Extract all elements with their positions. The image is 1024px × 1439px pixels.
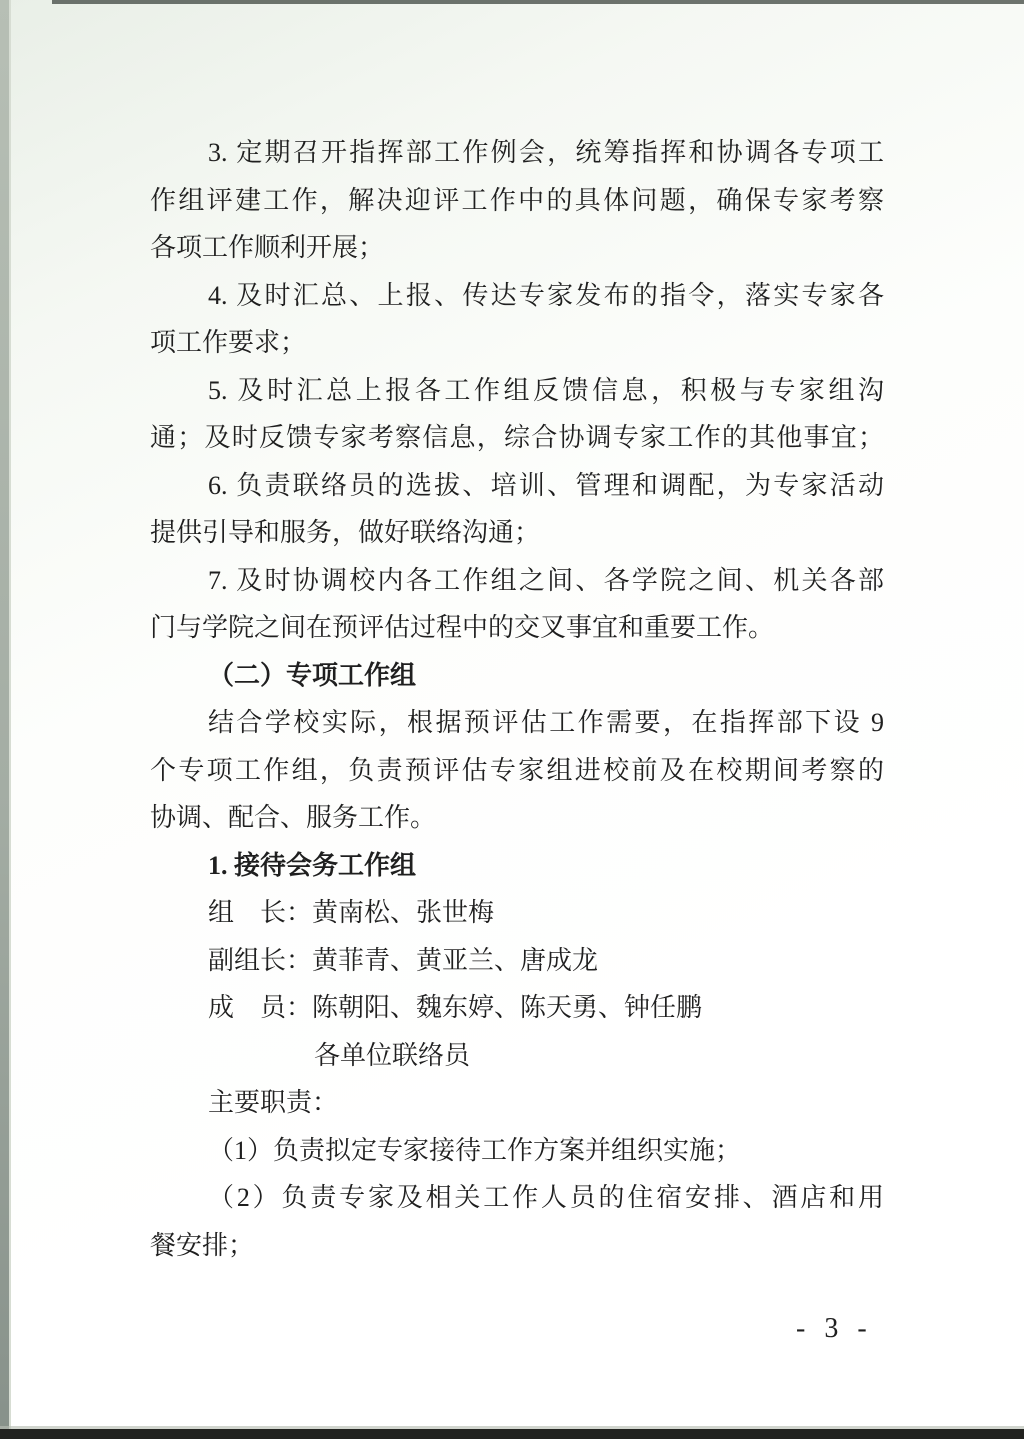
text-line: 项工作要求； <box>150 328 307 357</box>
scan-edge-top <box>52 0 1024 4</box>
document-body <box>150 129 884 1269</box>
text-line: 3. 定期召开指挥部工作例会，统筹指挥和协调各专项工 <box>208 138 884 167</box>
text-line: 门与学院之间在预评估过程中的交叉事宜和重要工作。 <box>150 613 775 642</box>
scan-edge-left <box>0 0 11 1439</box>
text-line: 协调、配合、服务工作。 <box>150 803 437 832</box>
text-line: （2）负责专家及相关工作人员的住宿安排、酒店和用 <box>208 1183 884 1212</box>
text-line: 作组评建工作，解决迎评工作中的具体问题，确保专家考察 <box>150 185 884 215</box>
text-line: 5. 及时汇总上报各工作组反馈信息，积极与专家组沟 <box>208 375 884 405</box>
text-line: 4. 及时汇总、上报、传达专家发布的指令，落实专家各 <box>208 280 884 310</box>
text-line: 通；及时反馈专家考察信息，综合协调专家工作的其他事宜； <box>150 423 884 452</box>
text-line: 成 员：陈朝阳、魏东婷、陈天勇、钟任鹏 <box>208 993 703 1022</box>
text-line: 结合学校实际，根据预评估工作需要，在指挥部下设 9 <box>208 708 884 737</box>
text-line: 餐安排； <box>150 1230 255 1260</box>
text-line: 各单位联络员 <box>314 1040 471 1070</box>
text-line: 7. 及时协调校内各工作组之间、各学院之间、机关各部 <box>208 565 884 595</box>
text-line: 提供引导和服务，做好联络沟通； <box>150 518 541 547</box>
text-line: 主要职责： <box>208 1088 339 1117</box>
section-heading: 1. 接待会务工作组 <box>208 850 417 880</box>
scan-edge-bottom <box>0 1429 1024 1439</box>
text-line: 个专项工作组，负责预评估专家组进校前及在校期间考察的 <box>150 755 884 785</box>
text-line: （1）负责拟定专家接待工作方案并组织实施； <box>208 1135 742 1165</box>
text-line: 6. 负责联络员的选拔、培训、管理和调配，为专家活动 <box>208 470 884 500</box>
text-line: 组 长：黄南松、张世梅 <box>208 898 495 927</box>
text-line: 各项工作顺利开展； <box>150 233 385 262</box>
text-line: 副组长：黄菲青、黄亚兰、唐成龙 <box>208 945 599 975</box>
section-heading: （二）专项工作组 <box>208 660 417 690</box>
page-number: - 3 - <box>796 1313 873 1344</box>
